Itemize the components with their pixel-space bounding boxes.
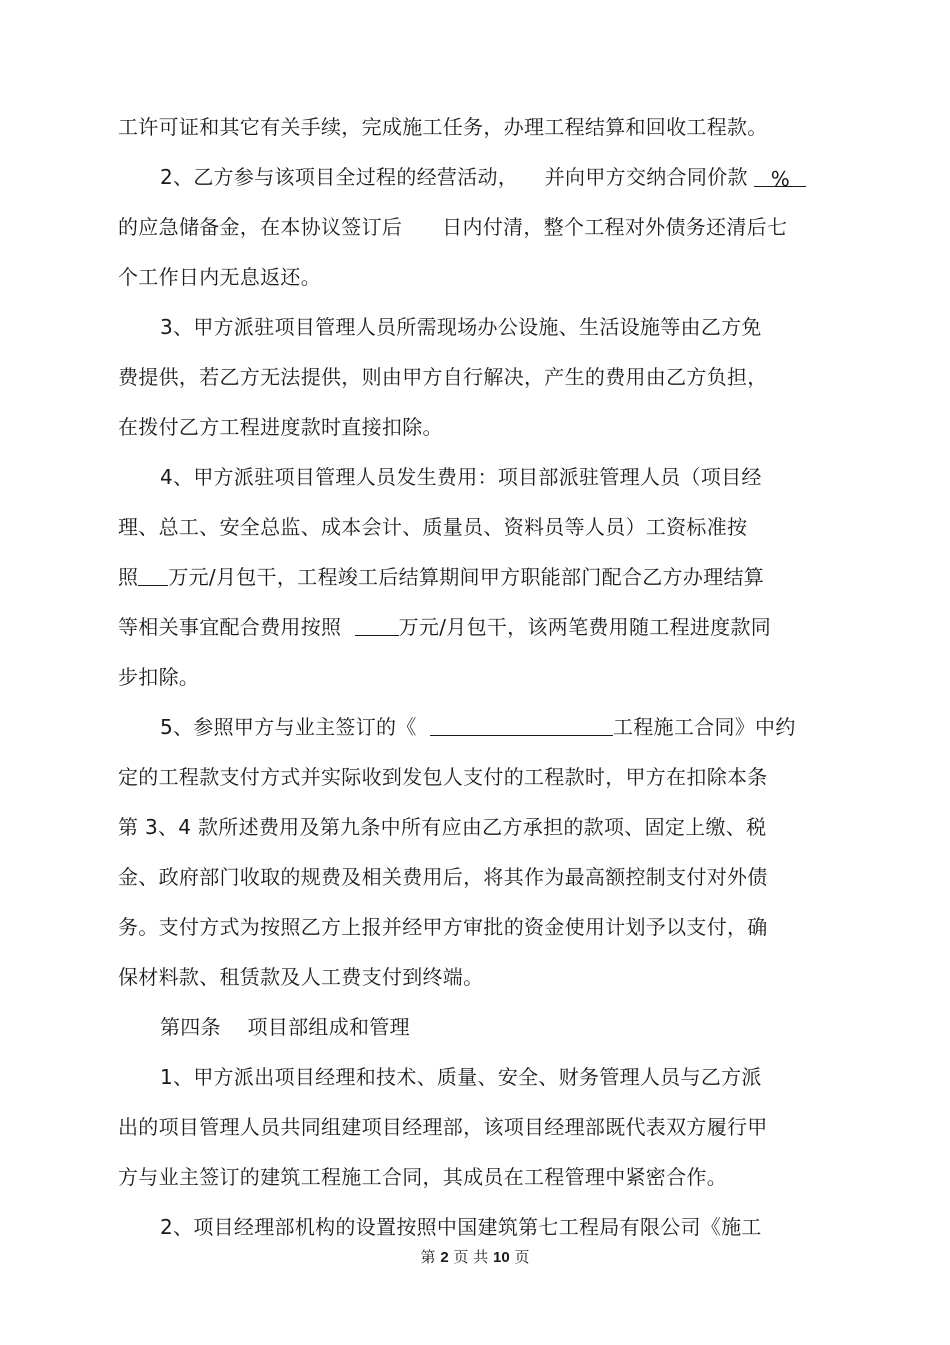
page-number: 2 — [440, 1249, 449, 1266]
fill-blank — [430, 715, 613, 736]
text-line: 在拨付乙方工程进度款时直接扣除。 — [118, 415, 443, 439]
text-line: 2、项目经理部机构的设置按照中国建筑第七工程局有限公司《施工 — [160, 1215, 762, 1239]
text-line: 出的项目管理人员共同组建项目经理部，该项目经理部既代表双方履行甲 — [118, 1115, 768, 1139]
text-line — [160, 714, 796, 740]
text-line: 个工作日内无息返还。 — [118, 265, 321, 289]
text-segment: 5、参照甲方与业主签订的《 — [160, 715, 430, 739]
text-line — [118, 564, 764, 590]
text-line — [118, 614, 771, 640]
text-line: 工许可证和其它有关手续，完成施工任务，办理工程结算和回收工程款。 — [118, 115, 768, 139]
fill-blank: % — [754, 166, 806, 187]
text-segment: 2、乙方参与该项目全过程的经营活动， 并向甲方交纳合同价款 — [160, 165, 755, 189]
fill-blank — [138, 565, 168, 586]
text-line: 3、甲方派驻项目管理人员所需现场办公设施、生活设施等由乙方免 — [160, 315, 762, 339]
footer-text: 页 — [509, 1248, 530, 1266]
text-line: 第 3、4 款所述费用及第九条中所有应由乙方承担的款项、固定上缴、税 — [118, 815, 767, 839]
text-line: 金、政府部门收取的规费及相关费用后，将其作为最高额控制支付对外债 — [118, 865, 768, 889]
footer-text: 页 共 — [448, 1248, 493, 1266]
footer-text: 第 — [420, 1248, 441, 1266]
section-heading: 第四条 项目部组成和管理 — [160, 1015, 410, 1039]
text-segment: 万元/月包干，工程竣工后结算期间甲方职能部门配合乙方办理结算 — [168, 565, 765, 589]
page-footer — [0, 1247, 950, 1268]
text-segment: 工程施工合同》中约 — [612, 715, 796, 739]
text-line: 方与业主签订的建筑工程施工合同，其成员在工程管理中紧密合作。 — [118, 1165, 727, 1189]
text-line: 4、甲方派驻项目管理人员发生费用：项目部派驻管理人员（项目经 — [160, 465, 762, 489]
text-line: 务。支付方式为按照乙方上报并经甲方审批的资金使用计划予以支付，确 — [118, 915, 768, 939]
text-line: 费提供，若乙方无法提供，则由甲方自行解决，产生的费用由乙方负担， — [118, 365, 768, 389]
total-pages: 10 — [492, 1249, 510, 1266]
fill-blank — [355, 615, 399, 636]
text-segment: 万元/月包干，该两笔费用随工程进度款同 — [398, 615, 772, 639]
text-line: 理、总工、安全总监、成本会计、质量员、资料员等人员）工资标准按 — [118, 515, 748, 539]
text-line: 定的工程款支付方式并实际收到发包人支付的工程款时，甲方在扣除本条 — [118, 765, 768, 789]
text-line — [160, 164, 806, 190]
text-segment: 照 — [118, 565, 139, 589]
text-segment: 等相关事宜配合费用按照 — [118, 615, 355, 639]
text-line: 1、甲方派出项目经理和技术、质量、安全、财务管理人员与乙方派 — [160, 1065, 762, 1089]
text-line: 步扣除。 — [118, 665, 200, 689]
text-line: 的应急储备金，在本协议签订后 日内付清，整个工程对外债务还清后七 — [118, 215, 788, 239]
text-line: 保材料款、租赁款及人工费支付到终端。 — [118, 965, 484, 989]
